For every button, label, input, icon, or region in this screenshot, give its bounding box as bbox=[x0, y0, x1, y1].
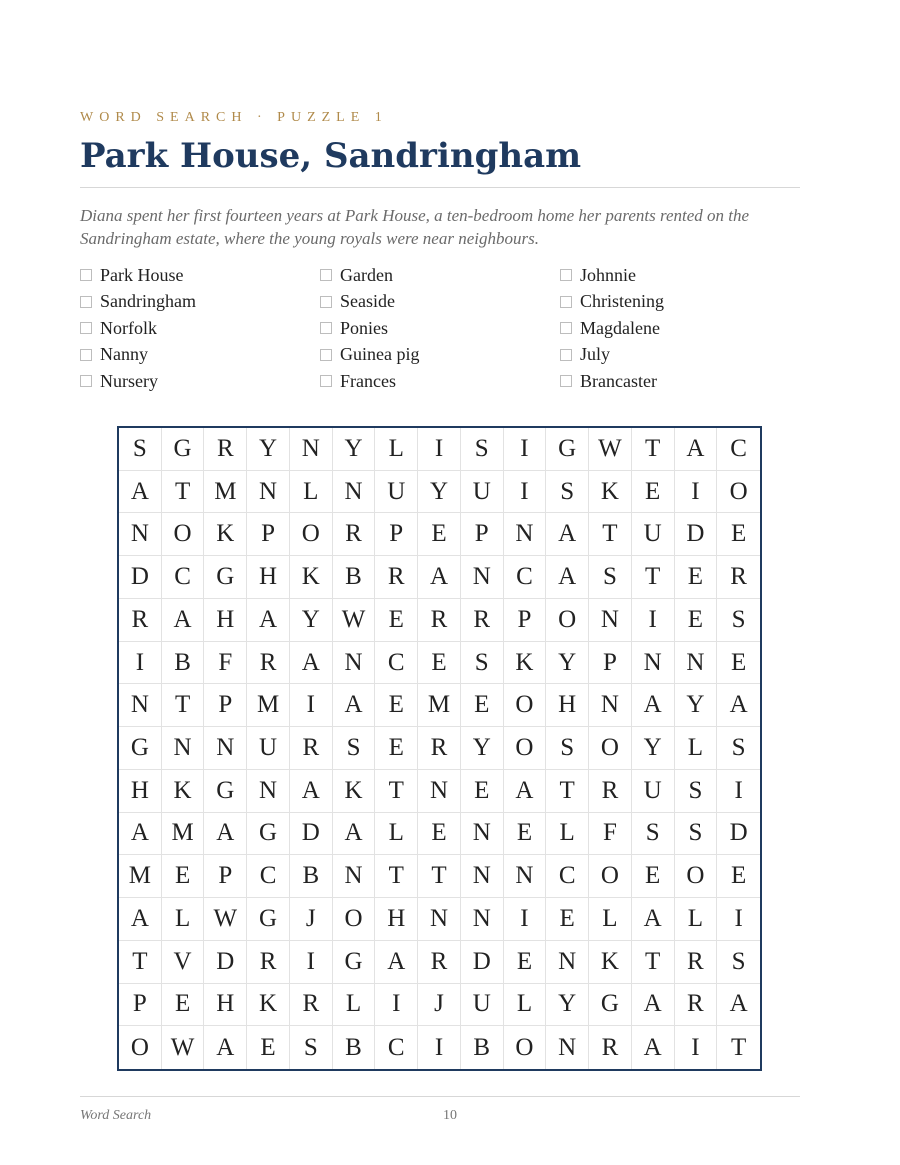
puzzle-kicker: WORD SEARCH · PUZZLE 1 bbox=[80, 110, 388, 125]
grid-letter[interactable]: L bbox=[162, 898, 205, 941]
word-checkbox[interactable] bbox=[320, 322, 332, 334]
word-label: Nursery bbox=[100, 370, 158, 391]
grid-letter[interactable]: G bbox=[546, 428, 589, 471]
grid-letter[interactable]: E bbox=[375, 727, 418, 770]
grid-letter[interactable]: S bbox=[290, 1026, 333, 1069]
grid-letter[interactable]: R bbox=[589, 1026, 632, 1069]
grid-letter[interactable]: D bbox=[119, 556, 162, 599]
footer-divider bbox=[80, 1096, 800, 1097]
grid-letter[interactable]: J bbox=[418, 984, 461, 1027]
grid-letter[interactable]: A bbox=[333, 684, 376, 727]
word-label: Frances bbox=[340, 370, 396, 391]
word-label: Park House bbox=[100, 264, 184, 285]
grid-letter[interactable]: K bbox=[247, 984, 290, 1027]
grid-letter[interactable]: E bbox=[675, 599, 718, 642]
grid-letter[interactable]: T bbox=[375, 855, 418, 898]
grid-letter[interactable]: T bbox=[162, 471, 205, 514]
grid-letter[interactable]: R bbox=[717, 556, 760, 599]
grid-letter[interactable]: S bbox=[717, 941, 760, 984]
word-checkbox[interactable] bbox=[560, 296, 572, 308]
grid-letter[interactable]: E bbox=[461, 684, 504, 727]
grid-letter[interactable]: F bbox=[204, 642, 247, 685]
grid-letter[interactable]: Y bbox=[333, 428, 376, 471]
grid-letter[interactable]: B bbox=[333, 1026, 376, 1069]
grid-letter[interactable]: P bbox=[204, 684, 247, 727]
grid-letter[interactable]: T bbox=[418, 855, 461, 898]
grid-letter[interactable]: L bbox=[546, 813, 589, 856]
grid-letter[interactable]: Y bbox=[418, 471, 461, 514]
word-list-item[interactable] bbox=[560, 368, 800, 395]
grid-letter[interactable]: G bbox=[119, 727, 162, 770]
word-checkbox[interactable] bbox=[320, 269, 332, 281]
grid-letter[interactable]: N bbox=[504, 513, 547, 556]
grid-letter[interactable]: N bbox=[119, 684, 162, 727]
grid-letter[interactable]: E bbox=[375, 599, 418, 642]
grid-letter[interactable]: R bbox=[675, 984, 718, 1027]
grid-letter[interactable]: E bbox=[418, 642, 461, 685]
grid-letter[interactable]: I bbox=[504, 471, 547, 514]
grid-letter[interactable]: N bbox=[589, 684, 632, 727]
grid-letter[interactable]: O bbox=[546, 599, 589, 642]
grid-letter[interactable]: N bbox=[504, 855, 547, 898]
grid-letter[interactable]: O bbox=[589, 727, 632, 770]
grid-letter[interactable]: A bbox=[119, 898, 162, 941]
grid-letter[interactable]: E bbox=[717, 642, 760, 685]
grid-letter[interactable]: P bbox=[504, 599, 547, 642]
grid-letter[interactable]: W bbox=[333, 599, 376, 642]
grid-letter[interactable]: R bbox=[375, 556, 418, 599]
grid-letter[interactable]: I bbox=[717, 898, 760, 941]
grid-letter[interactable]: U bbox=[461, 471, 504, 514]
word-list-item[interactable] bbox=[80, 368, 320, 395]
grid-letter[interactable]: G bbox=[247, 813, 290, 856]
grid-letter[interactable]: N bbox=[632, 642, 675, 685]
grid-letter[interactable]: A bbox=[632, 984, 675, 1027]
footer-label: Word Search bbox=[80, 1108, 152, 1123]
grid-letter[interactable]: B bbox=[461, 1026, 504, 1069]
grid-letter[interactable]: A bbox=[632, 898, 675, 941]
grid-letter[interactable]: I bbox=[632, 599, 675, 642]
word-list-item[interactable] bbox=[80, 342, 320, 369]
grid-letter[interactable]: U bbox=[247, 727, 290, 770]
intro-text: Diana spent her first fourteen years at Park House, a ten-bedroom home her parents rented on the Sandringham estate, where the young royals were near neighbours. bbox=[80, 206, 750, 248]
grid-letter[interactable]: O bbox=[717, 471, 760, 514]
word-checkbox[interactable] bbox=[560, 375, 572, 387]
grid-letter[interactable]: R bbox=[119, 599, 162, 642]
grid-letter[interactable]: S bbox=[675, 770, 718, 813]
word-list-item[interactable] bbox=[80, 315, 320, 342]
grid-letter[interactable]: N bbox=[546, 941, 589, 984]
grid-letter[interactable]: A bbox=[632, 684, 675, 727]
grid-letter[interactable]: N bbox=[247, 770, 290, 813]
grid-letter[interactable]: E bbox=[632, 471, 675, 514]
grid-letter[interactable]: N bbox=[418, 898, 461, 941]
grid-letter[interactable]: A bbox=[119, 813, 162, 856]
grid-letter[interactable]: T bbox=[632, 941, 675, 984]
grid-letter[interactable]: E bbox=[717, 855, 760, 898]
word-checkbox[interactable] bbox=[80, 296, 92, 308]
grid-letter[interactable]: E bbox=[418, 513, 461, 556]
grid-letter[interactable]: C bbox=[717, 428, 760, 471]
word-checkbox[interactable] bbox=[80, 349, 92, 361]
grid-letter[interactable]: A bbox=[717, 684, 760, 727]
grid-letter[interactable]: Y bbox=[675, 684, 718, 727]
grid-letter[interactable]: C bbox=[546, 855, 589, 898]
grid-letter[interactable]: I bbox=[418, 1026, 461, 1069]
grid-letter[interactable]: Y bbox=[461, 727, 504, 770]
grid-letter[interactable]: R bbox=[290, 984, 333, 1027]
grid-letter[interactable]: E bbox=[162, 984, 205, 1027]
grid-letter[interactable]: N bbox=[204, 727, 247, 770]
grid-letter[interactable]: N bbox=[418, 770, 461, 813]
grid-letter[interactable]: R bbox=[675, 941, 718, 984]
word-label: Johnnie bbox=[580, 264, 636, 285]
word-checkbox[interactable] bbox=[560, 269, 572, 281]
grid-letter[interactable]: D bbox=[717, 813, 760, 856]
grid-letter[interactable]: R bbox=[290, 727, 333, 770]
grid-letter[interactable]: O bbox=[333, 898, 376, 941]
grid-letter[interactable]: L bbox=[504, 984, 547, 1027]
word-checkbox[interactable] bbox=[80, 375, 92, 387]
grid-letter[interactable]: B bbox=[290, 855, 333, 898]
grid-letter[interactable]: N bbox=[546, 1026, 589, 1069]
word-checkbox[interactable] bbox=[560, 322, 572, 334]
grid-letter[interactable]: J bbox=[290, 898, 333, 941]
grid-letter[interactable]: A bbox=[546, 513, 589, 556]
word-checkbox[interactable] bbox=[320, 375, 332, 387]
grid-letter[interactable]: C bbox=[375, 642, 418, 685]
grid-letter[interactable]: H bbox=[247, 556, 290, 599]
grid-letter[interactable]: R bbox=[247, 642, 290, 685]
grid-letter[interactable]: T bbox=[546, 770, 589, 813]
word-list-item[interactable] bbox=[80, 289, 320, 316]
grid-letter[interactable]: A bbox=[247, 599, 290, 642]
grid-letter[interactable]: N bbox=[461, 855, 504, 898]
word-list-item[interactable] bbox=[560, 342, 800, 369]
grid-letter[interactable]: I bbox=[717, 770, 760, 813]
grid-letter[interactable]: N bbox=[461, 813, 504, 856]
grid-letter[interactable]: G bbox=[333, 941, 376, 984]
grid-letter[interactable]: A bbox=[418, 556, 461, 599]
grid-letter[interactable]: E bbox=[632, 855, 675, 898]
letter-grid bbox=[117, 426, 762, 1071]
grid-letter[interactable]: R bbox=[589, 770, 632, 813]
grid-letter[interactable]: B bbox=[162, 642, 205, 685]
grid-letter[interactable]: N bbox=[119, 513, 162, 556]
grid-letter[interactable]: S bbox=[546, 727, 589, 770]
grid-letter[interactable]: A bbox=[204, 1026, 247, 1069]
grid-letter[interactable]: T bbox=[375, 770, 418, 813]
word-label: Seaside bbox=[340, 291, 395, 312]
grid-letter[interactable]: R bbox=[418, 941, 461, 984]
grid-letter[interactable]: F bbox=[589, 813, 632, 856]
grid-letter[interactable]: A bbox=[290, 642, 333, 685]
word-checkbox[interactable] bbox=[80, 322, 92, 334]
grid-letter[interactable]: T bbox=[632, 428, 675, 471]
grid-letter[interactable]: H bbox=[119, 770, 162, 813]
grid-letter[interactable]: S bbox=[119, 428, 162, 471]
grid-letter[interactable]: S bbox=[717, 727, 760, 770]
grid-letter[interactable]: C bbox=[375, 1026, 418, 1069]
grid-letter[interactable]: S bbox=[461, 642, 504, 685]
grid-letter[interactable]: M bbox=[247, 684, 290, 727]
grid-letter[interactable]: H bbox=[546, 684, 589, 727]
grid-letter[interactable]: N bbox=[675, 642, 718, 685]
word-list-item[interactable] bbox=[560, 315, 800, 342]
grid-letter[interactable]: K bbox=[589, 471, 632, 514]
grid-letter[interactable]: S bbox=[632, 813, 675, 856]
grid-letter[interactable]: S bbox=[675, 813, 718, 856]
grid-letter[interactable]: G bbox=[247, 898, 290, 941]
grid-letter[interactable]: K bbox=[589, 941, 632, 984]
word-label: Norfolk bbox=[100, 317, 157, 338]
word-label: Sandringham bbox=[100, 291, 196, 312]
grid-letter[interactable]: A bbox=[717, 984, 760, 1027]
grid-letter[interactable]: N bbox=[162, 727, 205, 770]
grid-letter[interactable]: O bbox=[162, 513, 205, 556]
grid-letter[interactable]: N bbox=[461, 898, 504, 941]
grid-letter[interactable]: Y bbox=[247, 428, 290, 471]
page-title: Park House, Sandringham bbox=[80, 136, 582, 176]
grid-letter[interactable]: R bbox=[204, 428, 247, 471]
grid-letter[interactable]: L bbox=[375, 428, 418, 471]
grid-letter[interactable]: O bbox=[504, 684, 547, 727]
grid-letter[interactable]: K bbox=[333, 770, 376, 813]
grid-letter[interactable]: W bbox=[162, 1026, 205, 1069]
word-checkbox[interactable] bbox=[80, 269, 92, 281]
grid-letter[interactable]: R bbox=[418, 599, 461, 642]
grid-letter[interactable]: E bbox=[375, 684, 418, 727]
word-label: Christening bbox=[580, 291, 664, 312]
grid-letter[interactable]: T bbox=[162, 684, 205, 727]
grid-letter[interactable]: M bbox=[418, 684, 461, 727]
word-list-item[interactable] bbox=[320, 342, 560, 369]
grid-letter[interactable]: E bbox=[675, 556, 718, 599]
grid-letter[interactable]: O bbox=[504, 727, 547, 770]
grid-letter[interactable]: L bbox=[675, 727, 718, 770]
grid-letter[interactable]: O bbox=[119, 1026, 162, 1069]
grid-letter[interactable]: I bbox=[418, 428, 461, 471]
grid-letter[interactable]: N bbox=[461, 556, 504, 599]
word-label: Nanny bbox=[100, 344, 148, 365]
word-list bbox=[80, 262, 800, 395]
grid-letter[interactable]: E bbox=[546, 898, 589, 941]
grid-letter[interactable]: D bbox=[675, 513, 718, 556]
grid-letter[interactable]: G bbox=[204, 556, 247, 599]
grid-letter[interactable]: T bbox=[730, 1033, 747, 1061]
grid-letter[interactable]: N bbox=[333, 855, 376, 898]
grid-letter[interactable]: E bbox=[247, 1026, 290, 1069]
grid-letter[interactable]: O bbox=[504, 1026, 547, 1069]
grid-letter[interactable]: M bbox=[119, 855, 162, 898]
word-checkbox[interactable] bbox=[320, 349, 332, 361]
grid-letter[interactable]: Y bbox=[546, 984, 589, 1027]
grid-letter[interactable]: K bbox=[204, 513, 247, 556]
grid-letter[interactable]: C bbox=[162, 556, 205, 599]
word-checkbox[interactable] bbox=[320, 296, 332, 308]
grid-letter[interactable]: E bbox=[717, 513, 760, 556]
grid-letter[interactable]: G bbox=[162, 428, 205, 471]
grid-letter[interactable]: U bbox=[375, 471, 418, 514]
grid-letter[interactable]: W bbox=[589, 428, 632, 471]
grid-letter[interactable]: U bbox=[461, 984, 504, 1027]
grid-letter[interactable]: N bbox=[589, 599, 632, 642]
grid-letter[interactable]: I bbox=[119, 642, 162, 685]
grid-letter[interactable]: D bbox=[290, 813, 333, 856]
word-list-item[interactable] bbox=[560, 262, 800, 289]
grid-letter[interactable]: S bbox=[589, 556, 632, 599]
grid-letter[interactable]: N bbox=[333, 471, 376, 514]
word-label: Magdalene bbox=[580, 317, 660, 338]
grid-letter[interactable]: N bbox=[290, 428, 333, 471]
grid-letter[interactable]: L bbox=[675, 898, 718, 941]
grid-letter[interactable]: N bbox=[247, 471, 290, 514]
grid-letter[interactable]: G bbox=[204, 770, 247, 813]
word-label: July bbox=[580, 344, 611, 365]
grid-letter[interactable]: S bbox=[546, 471, 589, 514]
grid-letter[interactable]: E bbox=[504, 813, 547, 856]
word-checkbox[interactable] bbox=[560, 349, 572, 361]
grid-letter[interactable]: R bbox=[333, 513, 376, 556]
grid-letter[interactable]: E bbox=[162, 855, 205, 898]
grid-letter[interactable]: I bbox=[290, 941, 333, 984]
word-label: Garden bbox=[340, 264, 393, 285]
grid-letter[interactable]: I bbox=[675, 471, 718, 514]
grid-letter[interactable]: D bbox=[204, 941, 247, 984]
grid-letter[interactable]: G bbox=[589, 984, 632, 1027]
grid-letter[interactable]: P bbox=[375, 513, 418, 556]
grid-letter[interactable]: A bbox=[162, 599, 205, 642]
grid-letter[interactable]: A bbox=[119, 471, 162, 514]
grid-letter[interactable]: I bbox=[504, 428, 547, 471]
grid-letter[interactable]: L bbox=[290, 471, 333, 514]
word-list-item[interactable] bbox=[320, 315, 560, 342]
grid-letter[interactable]: Y bbox=[290, 599, 333, 642]
grid-letter[interactable]: I bbox=[375, 984, 418, 1027]
grid-letter[interactable]: R bbox=[247, 941, 290, 984]
grid-letter[interactable]: N bbox=[333, 642, 376, 685]
grid-letter[interactable]: O bbox=[290, 513, 333, 556]
grid-letter[interactable]: K bbox=[504, 642, 547, 685]
grid-letter[interactable]: H bbox=[204, 599, 247, 642]
grid-letter[interactable]: Y bbox=[546, 642, 589, 685]
title-divider bbox=[80, 187, 800, 188]
word-list-item[interactable] bbox=[320, 368, 560, 395]
grid-letter[interactable]: T bbox=[632, 556, 675, 599]
grid-letter[interactable]: A bbox=[675, 428, 718, 471]
grid-letter[interactable]: T bbox=[119, 941, 162, 984]
grid-letter[interactable]: I bbox=[504, 898, 547, 941]
grid-letter[interactable]: M bbox=[162, 813, 205, 856]
word-list-item[interactable] bbox=[560, 289, 800, 316]
grid-letter[interactable]: W bbox=[204, 898, 247, 941]
grid-letter[interactable]: Y bbox=[632, 727, 675, 770]
grid-letter[interactable]: R bbox=[461, 599, 504, 642]
grid-letter[interactable]: H bbox=[204, 984, 247, 1027]
grid-letter[interactable]: S bbox=[461, 428, 504, 471]
word-label: Guinea pig bbox=[340, 344, 420, 365]
grid-letter[interactable]: V bbox=[162, 941, 205, 984]
grid-letter[interactable]: U bbox=[632, 513, 675, 556]
grid-letter[interactable]: D bbox=[461, 941, 504, 984]
grid-letter[interactable]: A bbox=[290, 770, 333, 813]
grid-letter[interactable]: S bbox=[717, 599, 760, 642]
grid-letter[interactable]: E bbox=[461, 770, 504, 813]
grid-letter[interactable]: L bbox=[589, 898, 632, 941]
grid-letter[interactable]: A bbox=[546, 556, 589, 599]
grid-letter[interactable]: A bbox=[632, 1026, 675, 1069]
grid-letter[interactable]: L bbox=[333, 984, 376, 1027]
grid-letter[interactable]: L bbox=[375, 813, 418, 856]
grid-letter[interactable]: M bbox=[204, 471, 247, 514]
grid-letter[interactable]: P bbox=[461, 513, 504, 556]
grid-letter[interactable]: O bbox=[675, 855, 718, 898]
grid-letter[interactable]: P bbox=[119, 984, 162, 1027]
word-list-item[interactable] bbox=[320, 262, 560, 289]
word-label: Brancaster bbox=[580, 370, 657, 391]
grid-letter[interactable]: O bbox=[589, 855, 632, 898]
grid-letter[interactable]: P bbox=[247, 513, 290, 556]
grid-letter[interactable]: P bbox=[204, 855, 247, 898]
grid-letter[interactable]: A bbox=[375, 941, 418, 984]
grid-letter[interactable]: K bbox=[162, 770, 205, 813]
grid-letter[interactable]: I bbox=[675, 1026, 718, 1069]
grid-letter[interactable]: P bbox=[589, 642, 632, 685]
grid-letter[interactable]: C bbox=[247, 855, 290, 898]
grid-letter[interactable]: A bbox=[204, 813, 247, 856]
word-label: Ponies bbox=[340, 317, 389, 338]
grid-letter[interactable]: C bbox=[504, 556, 547, 599]
grid-letter[interactable]: T bbox=[589, 513, 632, 556]
word-list-item[interactable] bbox=[80, 262, 320, 289]
word-list-item[interactable] bbox=[320, 289, 560, 316]
grid-letter[interactable]: E bbox=[504, 941, 547, 984]
grid-letter[interactable]: B bbox=[333, 556, 376, 599]
grid-letter[interactable]: K bbox=[290, 556, 333, 599]
grid-letter[interactable]: R bbox=[418, 727, 461, 770]
grid-letter[interactable]: I bbox=[290, 684, 333, 727]
grid-letter[interactable]: A bbox=[504, 770, 547, 813]
grid-letter[interactable]: U bbox=[632, 770, 675, 813]
grid-letter[interactable]: A bbox=[333, 813, 376, 856]
page-number: 10 bbox=[443, 1108, 457, 1123]
grid-letter[interactable]: E bbox=[418, 813, 461, 856]
grid-letter[interactable]: S bbox=[333, 727, 376, 770]
grid-letter[interactable]: H bbox=[375, 898, 418, 941]
